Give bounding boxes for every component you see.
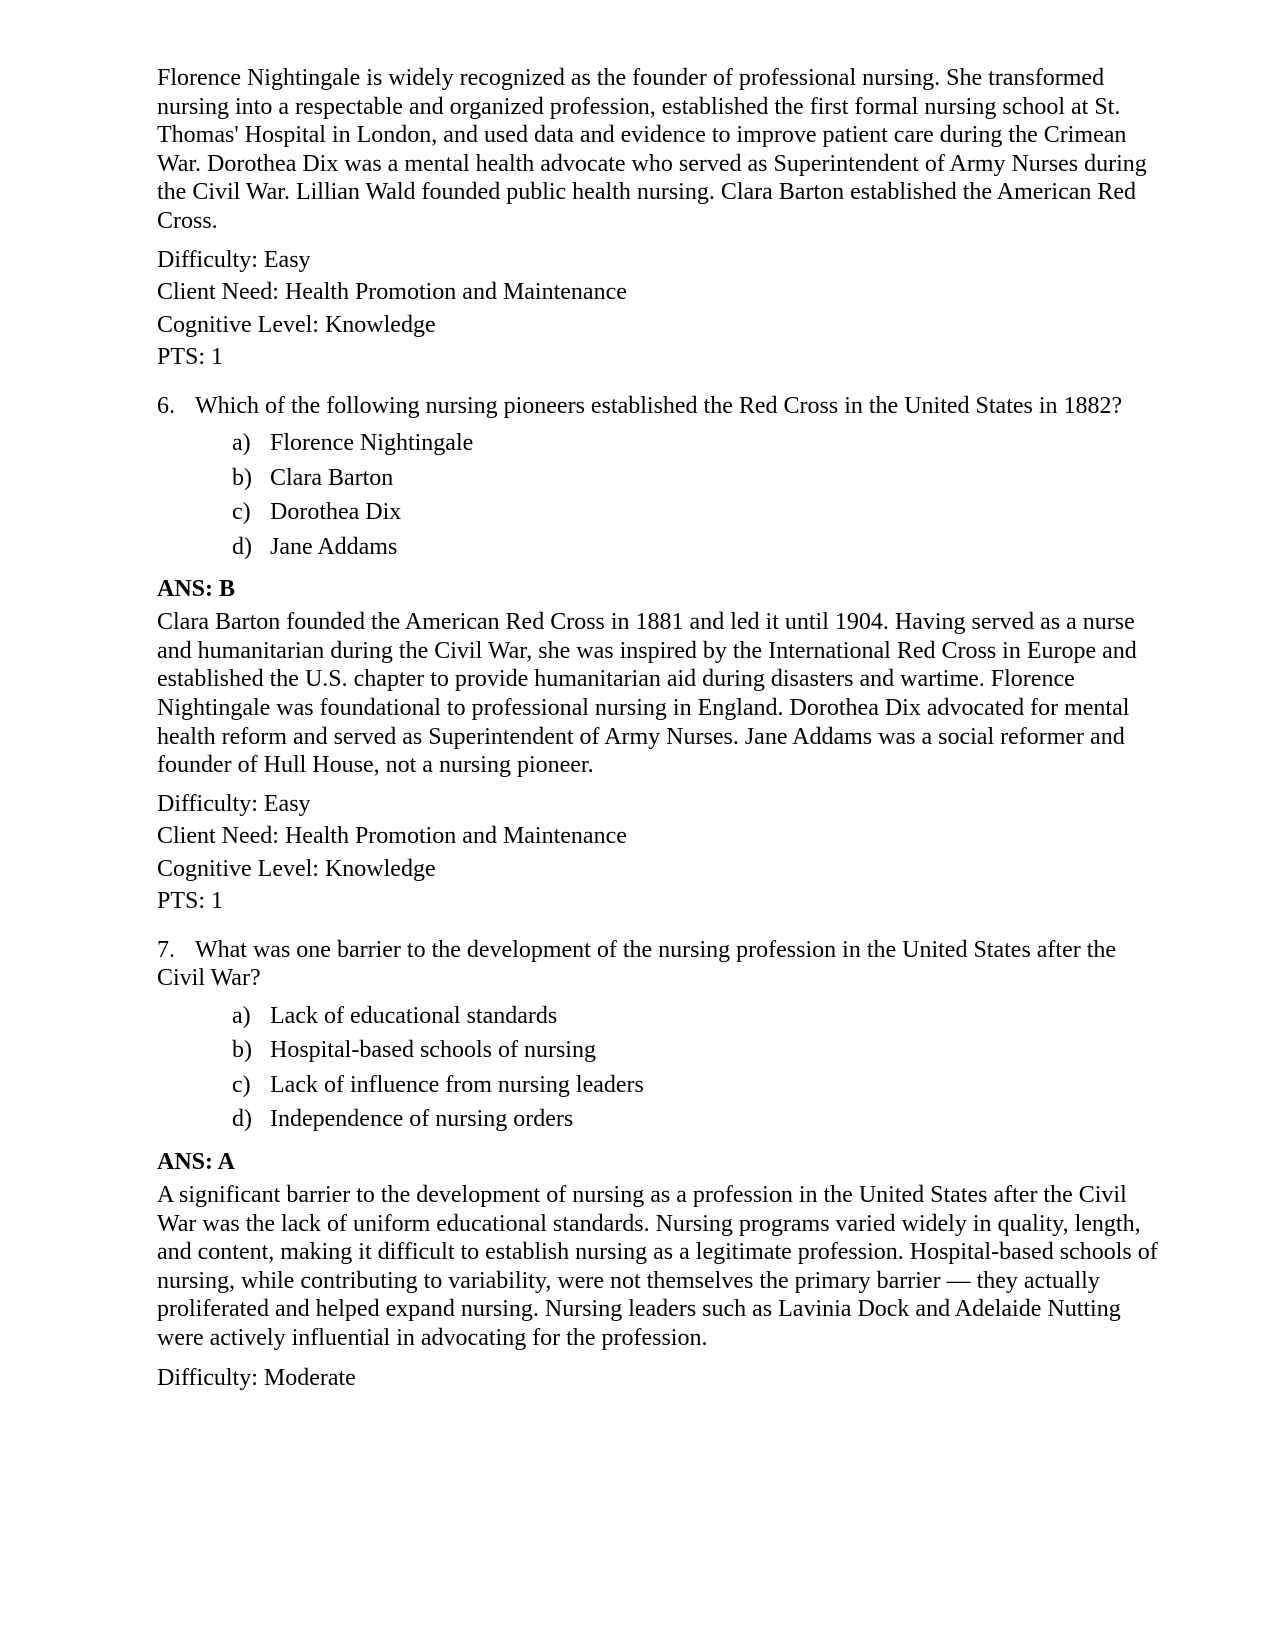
intro-client-need: Client Need: Health Promotion and Maintenance xyxy=(157,279,627,306)
option-text: Independence of nursing orders xyxy=(270,1106,574,1133)
document-page xyxy=(157,64,1162,1395)
option-letter: b) xyxy=(232,464,252,491)
option-text: Lack of educational standards xyxy=(270,1002,558,1029)
question-7-answer: ANS: A xyxy=(157,1148,236,1175)
question-7 xyxy=(157,936,1162,993)
option-text: Lack of influence from nursing leaders xyxy=(270,1071,644,1098)
question-7-rationale: A significant barrier to the development of nursing as a profession in the United States after the Civil War was the lack of uniform educational standards. Nursing programs varied widely in quality, length, and content, making it difficult to establish nursing as a legitimate profession. Hospital-based schools of nursing, while contributing to variability, were not themselves the primary barrier — they actually proliferated and helped expand nursing. Nursing leaders such as Lavinia Dock and Adelaide Nutting were actively influential in advocating for the profession. xyxy=(157,1181,1158,1351)
question-6-number: 6. xyxy=(157,392,175,419)
option-letter: b) xyxy=(232,1037,252,1064)
question-6-meta xyxy=(157,788,1162,918)
option-text: Dorothea Dix xyxy=(270,499,402,526)
option-letter: c) xyxy=(232,1071,251,1098)
question-7-text: What was one barrier to the development of the nursing profession in the United States after the Civil War? xyxy=(157,936,1117,992)
intro-rationale: Florence Nightingale is widely recognized as the founder of professional nursing. She transformed nursing into a respectable and organized profession, established the first formal nursing school at St. Thomas' Hospital in London, and used data and evidence to improve patient care during the Crimean War. Dorothea Dix was a mental health advocate who served as Superintendent of Army Nurses during the Civil War. Lillian Wald founded public health nursing. Clara Barton established the American Red Cross. xyxy=(157,65,1147,234)
question-6-cognitive-level: Cognitive Level: Knowledge xyxy=(157,855,436,882)
question-7-difficulty: Difficulty: Moderate xyxy=(157,1365,356,1392)
question-6-pts: PTS: 1 xyxy=(157,888,224,915)
question-7-option-a xyxy=(157,999,1162,1034)
option-text: Clara Barton xyxy=(270,464,394,491)
intro-meta xyxy=(157,244,1162,374)
option-text: Florence Nightingale xyxy=(270,430,474,457)
question-6-options xyxy=(157,426,1162,564)
question-6-rationale: Clara Barton founded the American Red Cross in 1881 and led it until 1904. Having served as a nurse and humanitarian during the Civil War, she was inspired by the International Red Cross in Europe and established the U.S. chapter to provide humanitarian aid during disasters and wartime. Florence Nightingale was foundational to professional nursing in England. Dorothea Dix advocated for mental health reform and served as Superintendent of Army Nurses. Jane Addams was a social reformer and founder of Hull House, not a nursing pioneer. xyxy=(157,609,1137,779)
intro-pts: PTS: 1 xyxy=(157,344,224,371)
question-6-option-b xyxy=(157,461,1162,496)
option-letter: d) xyxy=(232,1106,252,1133)
intro-cognitive-level: Cognitive Level: Knowledge xyxy=(157,311,436,338)
question-6-client-need: Client Need: Health Promotion and Maintenance xyxy=(157,823,627,850)
question-7-option-b xyxy=(157,1033,1162,1068)
question-6-text: Which of the following nursing pioneers established the Red Cross in the United States in 1882? xyxy=(195,392,1123,419)
intro-difficulty: Difficulty: Easy xyxy=(157,246,311,273)
question-7-number: 7. xyxy=(157,936,175,963)
question-6 xyxy=(157,392,1162,421)
option-letter: a) xyxy=(232,430,251,457)
option-text: Hospital-based schools of nursing xyxy=(270,1037,596,1064)
question-6-option-d xyxy=(157,530,1162,565)
option-text: Jane Addams xyxy=(270,533,398,560)
option-letter: d) xyxy=(232,533,252,560)
option-letter: a) xyxy=(232,1002,251,1029)
question-6-option-a xyxy=(157,426,1162,461)
question-6-option-c xyxy=(157,495,1162,530)
option-letter: c) xyxy=(232,499,251,526)
question-7-option-c xyxy=(157,1068,1162,1103)
question-7-options xyxy=(157,999,1162,1137)
question-6-answer: ANS: B xyxy=(157,576,236,603)
question-7-option-d xyxy=(157,1102,1162,1137)
question-6-difficulty: Difficulty: Easy xyxy=(157,790,311,817)
